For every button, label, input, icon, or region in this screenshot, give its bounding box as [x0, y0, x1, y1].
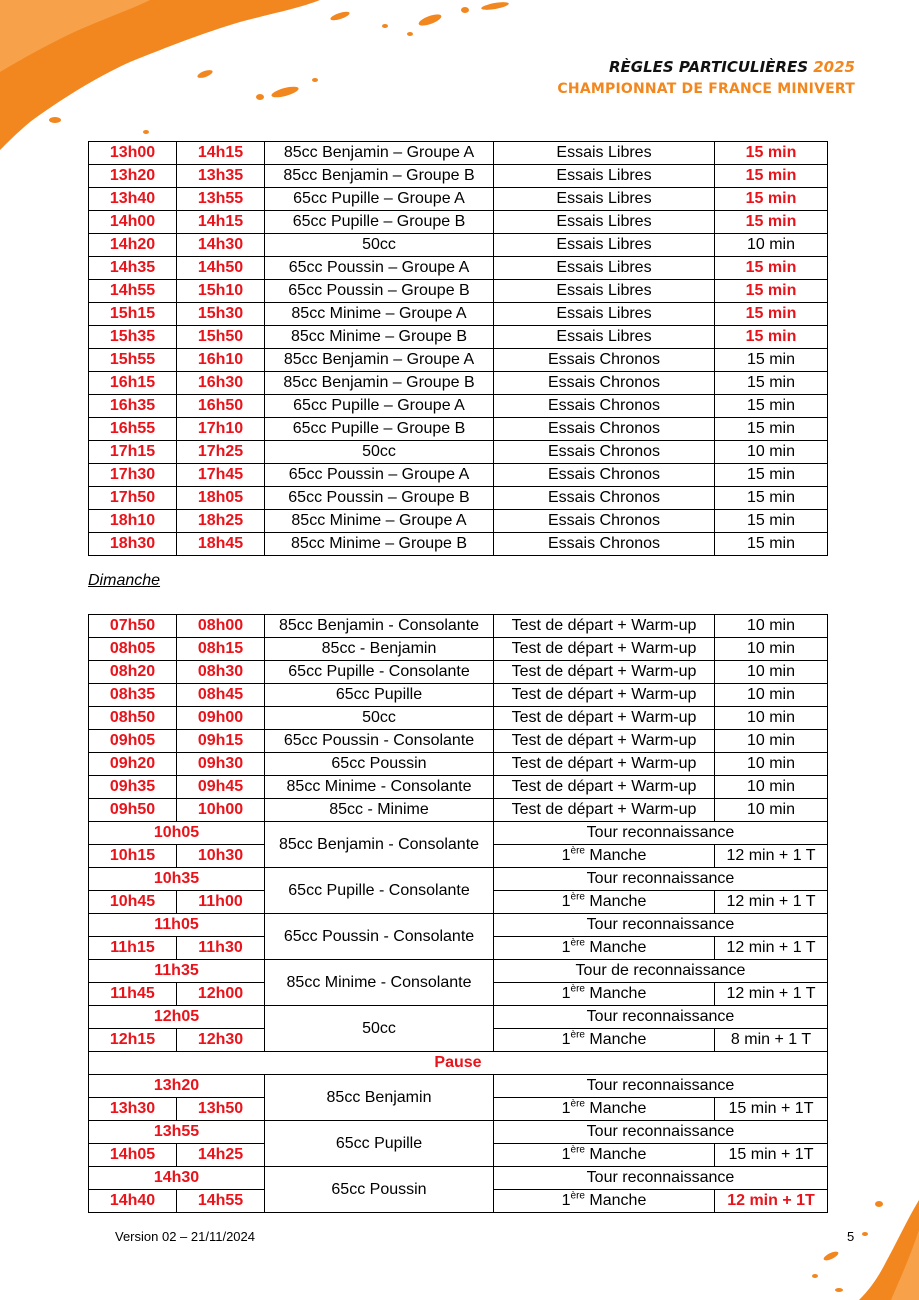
- race-label-cell: [494, 1029, 715, 1052]
- category-cell: 85cc - Minime: [265, 799, 494, 822]
- category-cell: 85cc Benjamin – Groupe A: [265, 142, 494, 165]
- recon-label-cell: Tour reconnaissance: [494, 1121, 828, 1144]
- race-ordinal-suffix: ère: [570, 1098, 585, 1110]
- recon-label-cell: Tour reconnaissance: [494, 822, 828, 845]
- race-start-cell: 12h15: [89, 1029, 177, 1052]
- start-time-cell: 08h20: [89, 661, 177, 684]
- duration-cell: 15 min: [715, 165, 828, 188]
- header-subtitle: CHAMPIONNAT DE FRANCE MINIVERT: [557, 81, 855, 97]
- start-time-cell: 09h05: [89, 730, 177, 753]
- race-number: 1: [561, 1146, 571, 1163]
- table-row: [89, 615, 828, 638]
- start-time-cell: 09h35: [89, 776, 177, 799]
- table-row: [89, 487, 828, 510]
- duration-cell: 10 min: [715, 799, 828, 822]
- race-block-recon-row: [89, 1006, 828, 1029]
- race-label-cell: [494, 845, 715, 868]
- header-title: [557, 56, 855, 78]
- start-time-cell: 15h35: [89, 326, 177, 349]
- duration-cell: 15 min: [715, 533, 828, 556]
- start-time-cell: 17h15: [89, 441, 177, 464]
- category-cell: 65cc Pupille – Groupe A: [265, 188, 494, 211]
- recon-time-cell: 12h05: [89, 1006, 265, 1029]
- race-start-cell: 13h30: [89, 1098, 177, 1121]
- race-label-cell: [494, 891, 715, 914]
- race-label: Manche: [584, 1100, 647, 1117]
- session-cell: Essais Chronos: [494, 441, 715, 464]
- category-cell: 65cc Pupille: [265, 1121, 494, 1167]
- session-cell: Essais Chronos: [494, 395, 715, 418]
- duration-cell: 10 min: [715, 730, 828, 753]
- race-start-cell: 10h45: [89, 891, 177, 914]
- race-end-cell: 11h30: [177, 937, 265, 960]
- start-time-cell: 09h50: [89, 799, 177, 822]
- end-time-cell: 13h35: [177, 165, 265, 188]
- session-cell: Essais Chronos: [494, 418, 715, 441]
- start-time-cell: 16h35: [89, 395, 177, 418]
- session-cell: Essais Libres: [494, 326, 715, 349]
- table-row: [89, 510, 828, 533]
- session-cell: Essais Chronos: [494, 510, 715, 533]
- race-label: Manche: [584, 1146, 647, 1163]
- recon-label-cell: Tour reconnaissance: [494, 1075, 828, 1098]
- race-block-recon-row: [89, 868, 828, 891]
- table-row: [89, 418, 828, 441]
- end-time-cell: 15h10: [177, 280, 265, 303]
- session-cell: Test de départ + Warm-up: [494, 638, 715, 661]
- category-cell: 85cc Minime - Consolante: [265, 776, 494, 799]
- duration-cell: 15 min: [715, 280, 828, 303]
- start-time-cell: 18h10: [89, 510, 177, 533]
- race-label: Manche: [584, 985, 647, 1002]
- session-cell: Test de départ + Warm-up: [494, 661, 715, 684]
- duration-cell: 10 min: [715, 234, 828, 257]
- end-time-cell: 16h50: [177, 395, 265, 418]
- race-ordinal-suffix: ère: [570, 891, 585, 903]
- end-time-cell: 18h25: [177, 510, 265, 533]
- session-cell: Essais Libres: [494, 257, 715, 280]
- race-number: 1: [561, 847, 571, 864]
- duration-cell: 15 min: [715, 303, 828, 326]
- session-cell: Test de départ + Warm-up: [494, 799, 715, 822]
- recon-time-cell: 13h20: [89, 1075, 265, 1098]
- paint-splash-top-left: [0, 0, 540, 160]
- duration-cell: 15 min: [715, 395, 828, 418]
- table-row: [89, 776, 828, 799]
- start-time-cell: 15h15: [89, 303, 177, 326]
- start-time-cell: 17h50: [89, 487, 177, 510]
- end-time-cell: 14h50: [177, 257, 265, 280]
- page-number: 5: [847, 1229, 855, 1244]
- category-cell: 65cc Poussin: [265, 1167, 494, 1213]
- version-footer: Version 02 – 21/11/2024: [115, 1229, 255, 1244]
- category-cell: 50cc: [265, 1006, 494, 1052]
- race-end-cell: 10h30: [177, 845, 265, 868]
- session-cell: Essais Chronos: [494, 349, 715, 372]
- sunday-label: Dimanche: [88, 572, 161, 589]
- session-cell: Essais Chronos: [494, 533, 715, 556]
- category-cell: 85cc Minime – Groupe A: [265, 303, 494, 326]
- table-row: [89, 684, 828, 707]
- start-time-cell: 09h20: [89, 753, 177, 776]
- start-time-cell: 14h35: [89, 257, 177, 280]
- duration-cell: 15 min: [715, 188, 828, 211]
- table-row: [89, 142, 828, 165]
- end-time-cell: 09h00: [177, 707, 265, 730]
- race-block-recon-row: [89, 1075, 828, 1098]
- duration-cell: 15 min: [715, 418, 828, 441]
- table-row: [89, 799, 828, 822]
- category-cell: 65cc Poussin – Groupe B: [265, 487, 494, 510]
- category-cell: 65cc Poussin - Consolante: [265, 914, 494, 960]
- recon-label-cell: Tour reconnaissance: [494, 1167, 828, 1190]
- start-time-cell: 14h00: [89, 211, 177, 234]
- recon-label-cell: Tour reconnaissance: [494, 868, 828, 891]
- race-ordinal-suffix: ère: [570, 1144, 585, 1156]
- race-end-cell: 11h00: [177, 891, 265, 914]
- table-row: [89, 326, 828, 349]
- end-time-cell: 09h15: [177, 730, 265, 753]
- start-time-cell: 07h50: [89, 615, 177, 638]
- recon-label-cell: Tour reconnaissance: [494, 914, 828, 937]
- table-row: [89, 188, 828, 211]
- race-start-cell: 11h15: [89, 937, 177, 960]
- race-label-cell: [494, 1190, 715, 1213]
- duration-cell: 10 min: [715, 707, 828, 730]
- session-cell: Test de départ + Warm-up: [494, 707, 715, 730]
- recon-time-cell: 10h35: [89, 868, 265, 891]
- end-time-cell: 17h10: [177, 418, 265, 441]
- race-duration-cell: 15 min + 1T: [715, 1098, 828, 1121]
- table-row: [89, 234, 828, 257]
- category-cell: 85cc Benjamin: [265, 1075, 494, 1121]
- category-cell: 85cc Minime – Groupe A: [265, 510, 494, 533]
- recon-label-cell: Tour reconnaissance: [494, 1006, 828, 1029]
- table-row: [89, 280, 828, 303]
- duration-cell: 15 min: [715, 257, 828, 280]
- race-duration-cell: 12 min + 1 T: [715, 845, 828, 868]
- end-time-cell: 18h05: [177, 487, 265, 510]
- race-number: 1: [561, 985, 571, 1002]
- start-time-cell: 13h00: [89, 142, 177, 165]
- category-cell: 85cc Benjamin – Groupe B: [265, 372, 494, 395]
- table-row: [89, 211, 828, 234]
- table-row: [89, 661, 828, 684]
- table-row: [89, 372, 828, 395]
- category-cell: 85cc Benjamin - Consolante: [265, 615, 494, 638]
- duration-cell: 15 min: [715, 487, 828, 510]
- table-row: [89, 753, 828, 776]
- table-row: [89, 464, 828, 487]
- race-duration-cell: 12 min + 1 T: [715, 891, 828, 914]
- start-time-cell: 13h40: [89, 188, 177, 211]
- end-time-cell: 14h15: [177, 142, 265, 165]
- end-time-cell: 16h30: [177, 372, 265, 395]
- race-duration-cell: 12 min + 1T: [715, 1190, 828, 1213]
- category-cell: 65cc Pupille – Groupe A: [265, 395, 494, 418]
- table-row: [89, 638, 828, 661]
- end-time-cell: 17h25: [177, 441, 265, 464]
- race-block-recon-row: [89, 822, 828, 845]
- recon-time-cell: 11h05: [89, 914, 265, 937]
- race-block-recon-row: [89, 1167, 828, 1190]
- session-cell: Essais Libres: [494, 142, 715, 165]
- category-cell: 50cc: [265, 707, 494, 730]
- category-cell: 65cc Pupille - Consolante: [265, 661, 494, 684]
- race-start-cell: 11h45: [89, 983, 177, 1006]
- race-end-cell: 14h25: [177, 1144, 265, 1167]
- session-cell: Essais Libres: [494, 211, 715, 234]
- table-row: [89, 257, 828, 280]
- race-number: 1: [561, 893, 571, 910]
- race-label: Manche: [584, 939, 647, 956]
- race-number: 1: [561, 939, 571, 956]
- end-time-cell: 08h30: [177, 661, 265, 684]
- table-row: [89, 730, 828, 753]
- recon-time-cell: 10h05: [89, 822, 265, 845]
- end-time-cell: 17h45: [177, 464, 265, 487]
- pause-cell: Pause: [89, 1052, 828, 1075]
- start-time-cell: 13h20: [89, 165, 177, 188]
- table-row: [89, 441, 828, 464]
- race-duration-cell: 8 min + 1 T: [715, 1029, 828, 1052]
- duration-cell: 10 min: [715, 441, 828, 464]
- race-label: Manche: [584, 1192, 647, 1209]
- session-cell: Essais Libres: [494, 280, 715, 303]
- end-time-cell: 14h30: [177, 234, 265, 257]
- duration-cell: 15 min: [715, 372, 828, 395]
- race-label: Manche: [584, 893, 647, 910]
- end-time-cell: 15h30: [177, 303, 265, 326]
- start-time-cell: 15h55: [89, 349, 177, 372]
- table-row: [89, 349, 828, 372]
- start-time-cell: 08h50: [89, 707, 177, 730]
- race-number: 1: [561, 1100, 571, 1117]
- category-cell: 65cc Poussin: [265, 753, 494, 776]
- table-row: [89, 395, 828, 418]
- duration-cell: 15 min: [715, 326, 828, 349]
- race-ordinal-suffix: ère: [570, 845, 585, 857]
- duration-cell: 10 min: [715, 776, 828, 799]
- duration-cell: 15 min: [715, 510, 828, 533]
- duration-cell: 10 min: [715, 615, 828, 638]
- category-cell: 85cc Minime – Groupe B: [265, 326, 494, 349]
- end-time-cell: 13h55: [177, 188, 265, 211]
- end-time-cell: 18h45: [177, 533, 265, 556]
- start-time-cell: 08h05: [89, 638, 177, 661]
- session-cell: Test de départ + Warm-up: [494, 615, 715, 638]
- race-duration-cell: 12 min + 1 T: [715, 983, 828, 1006]
- end-time-cell: 08h45: [177, 684, 265, 707]
- category-cell: 65cc Poussin – Groupe B: [265, 280, 494, 303]
- category-cell: 50cc: [265, 234, 494, 257]
- category-cell: 85cc - Benjamin: [265, 638, 494, 661]
- table-row: [89, 533, 828, 556]
- session-cell: Test de départ + Warm-up: [494, 730, 715, 753]
- session-cell: Essais Chronos: [494, 487, 715, 510]
- race-duration-cell: 12 min + 1 T: [715, 937, 828, 960]
- category-cell: 85cc Benjamin - Consolante: [265, 822, 494, 868]
- recon-time-cell: 13h55: [89, 1121, 265, 1144]
- race-ordinal-suffix: ère: [570, 983, 585, 995]
- race-block-recon-row: [89, 1121, 828, 1144]
- category-cell: 65cc Pupille - Consolante: [265, 868, 494, 914]
- duration-cell: 15 min: [715, 464, 828, 487]
- race-ordinal-suffix: ère: [570, 1190, 585, 1202]
- race-number: 1: [561, 1192, 571, 1209]
- session-cell: Essais Libres: [494, 188, 715, 211]
- duration-cell: 15 min: [715, 211, 828, 234]
- start-time-cell: 08h35: [89, 684, 177, 707]
- duration-cell: 15 min: [715, 349, 828, 372]
- category-cell: 65cc Pupille: [265, 684, 494, 707]
- race-end-cell: 13h50: [177, 1098, 265, 1121]
- recon-time-cell: 14h30: [89, 1167, 265, 1190]
- start-time-cell: 14h20: [89, 234, 177, 257]
- start-time-cell: 18h30: [89, 533, 177, 556]
- session-cell: Essais Libres: [494, 303, 715, 326]
- table-row: [89, 165, 828, 188]
- race-ordinal-suffix: ère: [570, 937, 585, 949]
- recon-time-cell: 11h35: [89, 960, 265, 983]
- category-cell: 85cc Benjamin – Groupe B: [265, 165, 494, 188]
- category-cell: 65cc Poussin – Groupe A: [265, 464, 494, 487]
- start-time-cell: 14h55: [89, 280, 177, 303]
- end-time-cell: 09h30: [177, 753, 265, 776]
- header-title-main: RÈGLES PARTICULIÈRES: [608, 58, 809, 76]
- pause-row: [89, 1052, 828, 1075]
- end-time-cell: 08h00: [177, 615, 265, 638]
- category-cell: 65cc Poussin – Groupe A: [265, 257, 494, 280]
- category-cell: 85cc Minime – Groupe B: [265, 533, 494, 556]
- start-time-cell: 16h55: [89, 418, 177, 441]
- table-row: [89, 707, 828, 730]
- race-label-cell: [494, 983, 715, 1006]
- end-time-cell: 10h00: [177, 799, 265, 822]
- duration-cell: 10 min: [715, 638, 828, 661]
- race-label: Manche: [584, 847, 647, 864]
- category-cell: 65cc Pupille – Groupe B: [265, 211, 494, 234]
- race-label: Manche: [584, 1031, 647, 1048]
- session-cell: Test de départ + Warm-up: [494, 684, 715, 707]
- start-time-cell: 16h15: [89, 372, 177, 395]
- sunday-schedule-table: [88, 614, 828, 1213]
- category-cell: 85cc Minime - Consolante: [265, 960, 494, 1006]
- saturday-schedule-table: [88, 141, 828, 556]
- category-cell: 85cc Benjamin – Groupe A: [265, 349, 494, 372]
- session-cell: Essais Libres: [494, 234, 715, 257]
- category-cell: 65cc Poussin - Consolante: [265, 730, 494, 753]
- race-label-cell: [494, 937, 715, 960]
- duration-cell: 10 min: [715, 753, 828, 776]
- start-time-cell: 17h30: [89, 464, 177, 487]
- session-cell: Essais Chronos: [494, 372, 715, 395]
- duration-cell: 10 min: [715, 684, 828, 707]
- session-cell: Essais Libres: [494, 165, 715, 188]
- session-cell: Essais Chronos: [494, 464, 715, 487]
- race-label-cell: [494, 1144, 715, 1167]
- end-time-cell: 08h15: [177, 638, 265, 661]
- end-time-cell: 09h45: [177, 776, 265, 799]
- end-time-cell: 16h10: [177, 349, 265, 372]
- race-end-cell: 12h00: [177, 983, 265, 1006]
- session-cell: Test de départ + Warm-up: [494, 776, 715, 799]
- race-block-recon-row: [89, 960, 828, 983]
- category-cell: 50cc: [265, 441, 494, 464]
- end-time-cell: 15h50: [177, 326, 265, 349]
- session-cell: Test de départ + Warm-up: [494, 753, 715, 776]
- header-title-year: 2025: [813, 58, 855, 76]
- race-block-recon-row: [89, 914, 828, 937]
- race-start-cell: 14h05: [89, 1144, 177, 1167]
- race-start-cell: 10h15: [89, 845, 177, 868]
- race-end-cell: 12h30: [177, 1029, 265, 1052]
- table-row: [89, 303, 828, 326]
- race-ordinal-suffix: ère: [570, 1029, 585, 1041]
- end-time-cell: 14h15: [177, 211, 265, 234]
- race-label-cell: [494, 1098, 715, 1121]
- category-cell: 65cc Pupille – Groupe B: [265, 418, 494, 441]
- race-end-cell: 14h55: [177, 1190, 265, 1213]
- recon-label-cell: Tour de reconnaissance: [494, 960, 828, 983]
- race-start-cell: 14h40: [89, 1190, 177, 1213]
- race-number: 1: [561, 1031, 571, 1048]
- duration-cell: 15 min: [715, 142, 828, 165]
- duration-cell: 10 min: [715, 661, 828, 684]
- document-header: [557, 56, 855, 100]
- race-duration-cell: 15 min + 1T: [715, 1144, 828, 1167]
